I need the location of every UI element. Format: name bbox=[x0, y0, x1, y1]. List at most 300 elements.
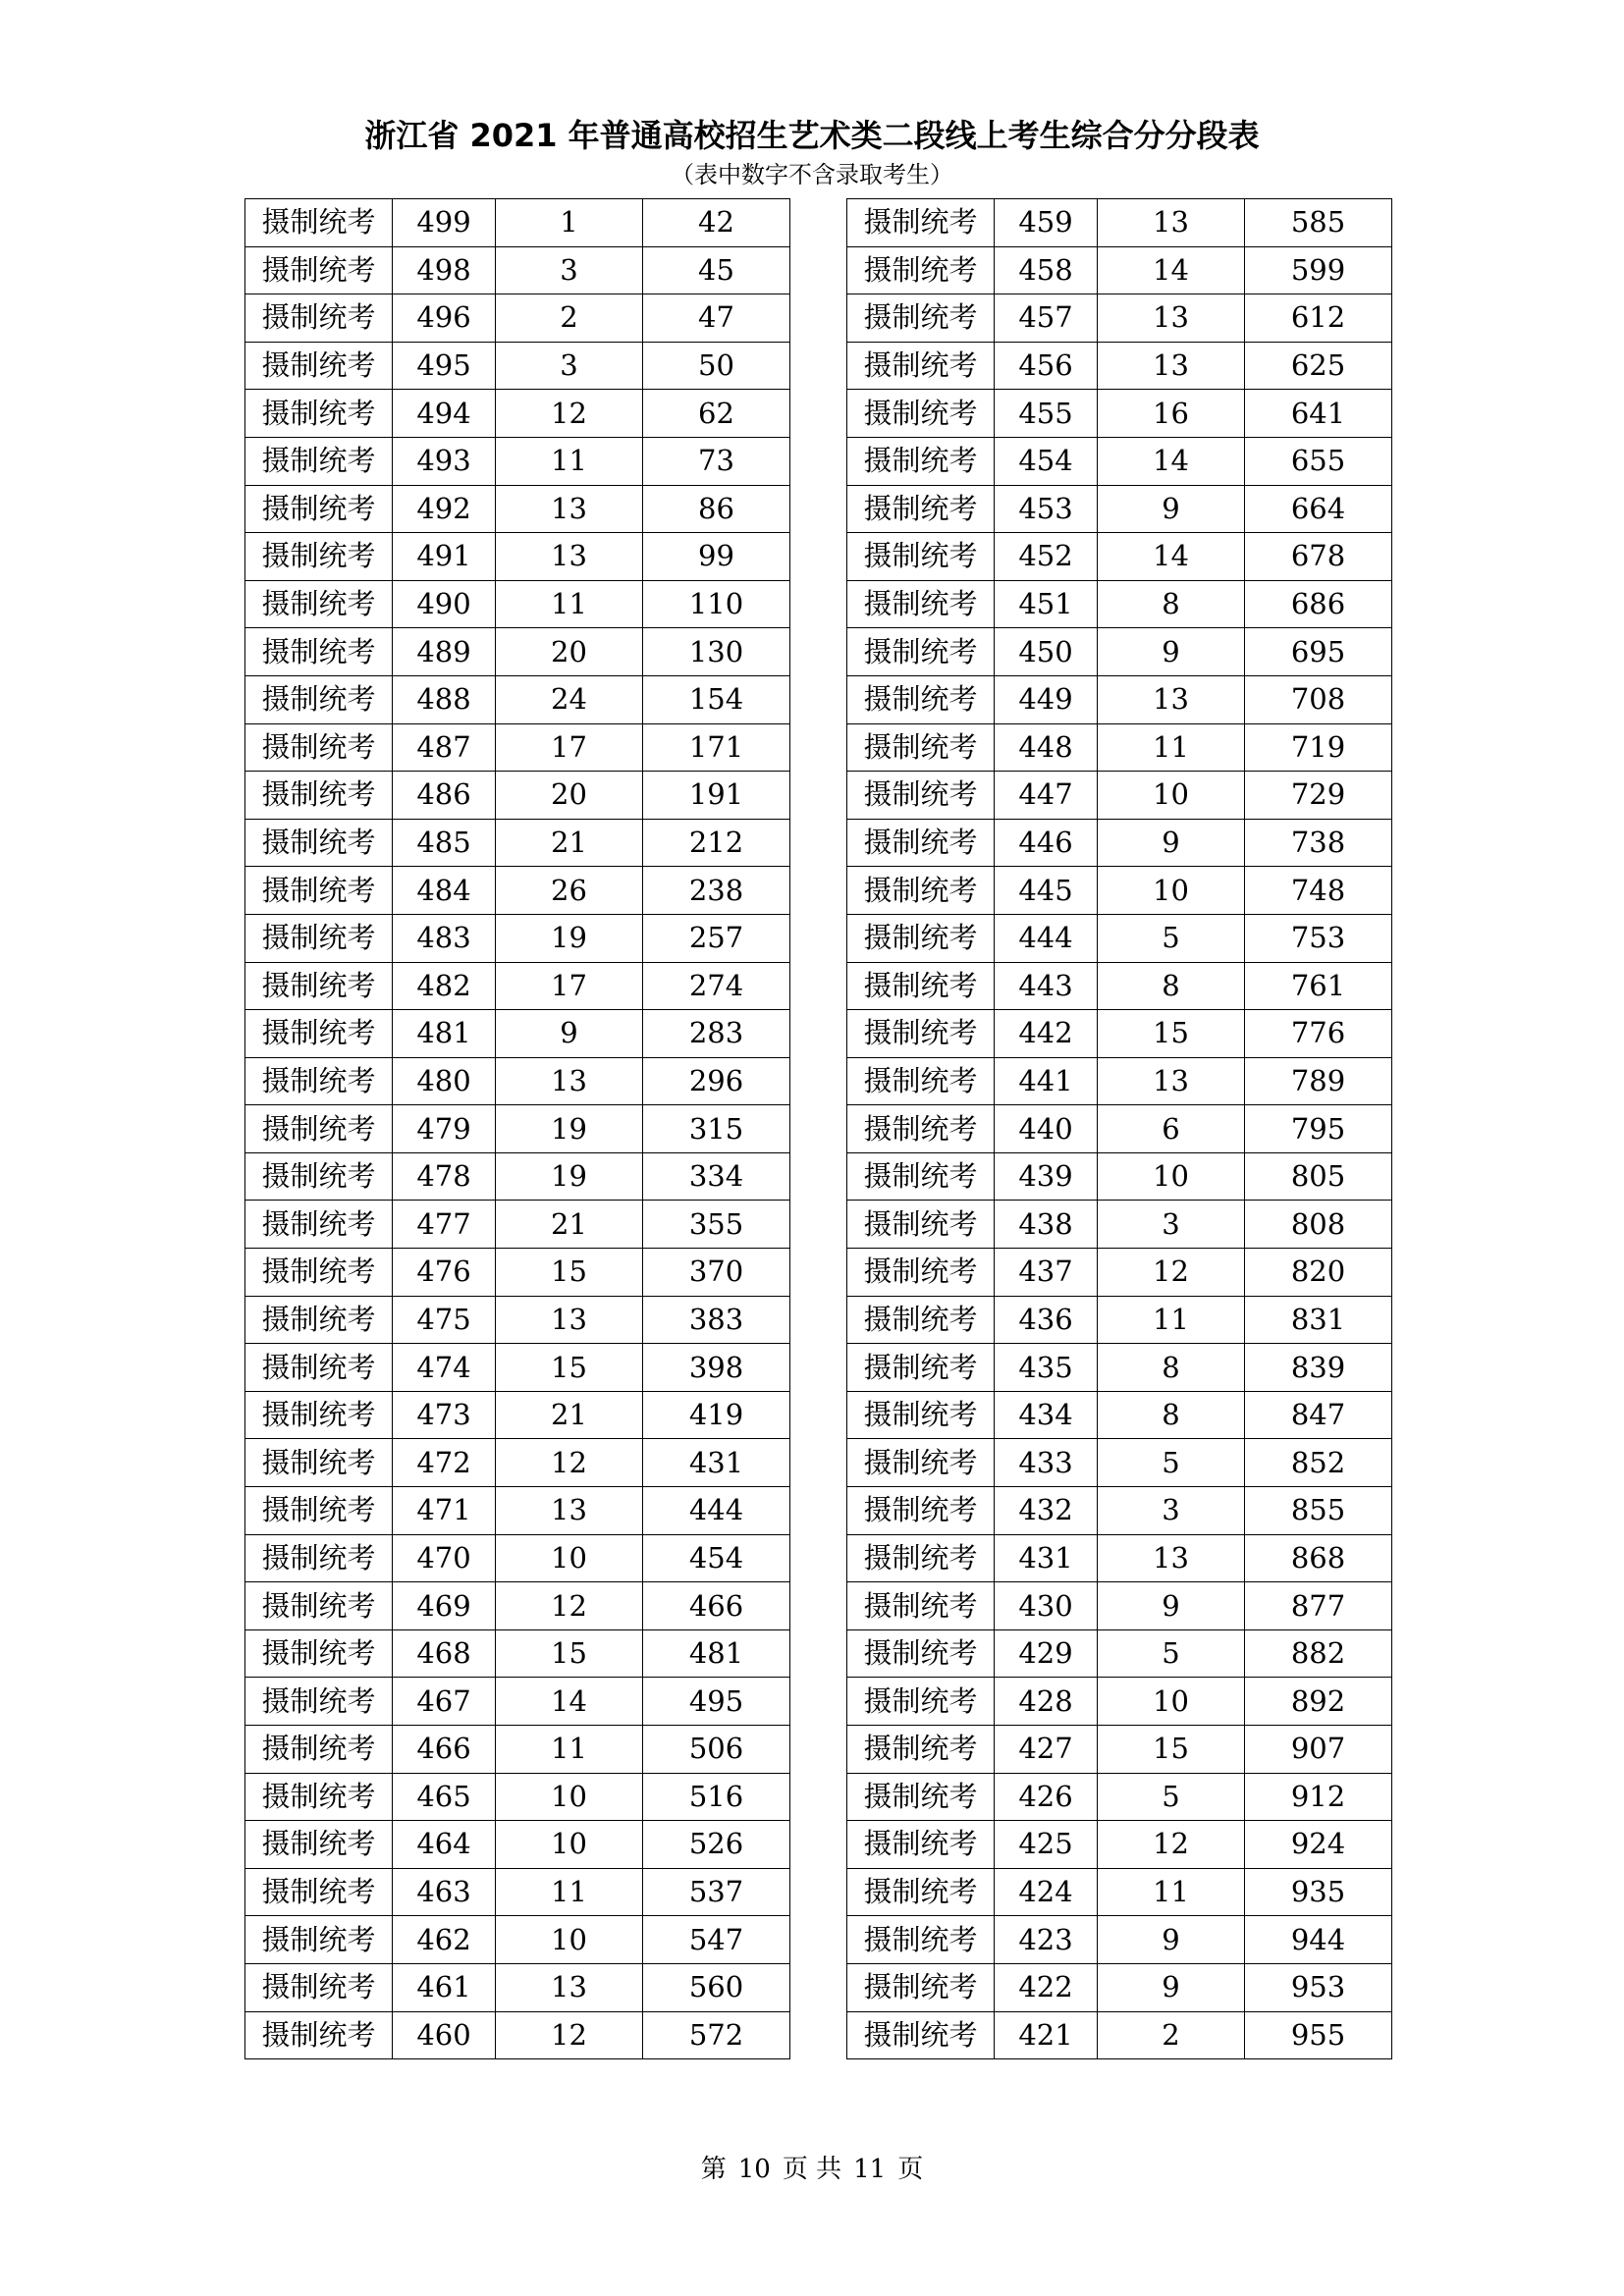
table-row bbox=[245, 580, 790, 628]
table-row bbox=[847, 199, 1392, 247]
cumulative-cell: 444 bbox=[643, 1487, 790, 1535]
table-row bbox=[847, 1534, 1392, 1582]
score-cell: 461 bbox=[393, 1963, 496, 2011]
count-cell: 13 bbox=[496, 533, 643, 581]
score-cell: 423 bbox=[995, 1916, 1098, 1964]
score-cell: 470 bbox=[393, 1534, 496, 1582]
category-cell: 摄制统考 bbox=[245, 1629, 393, 1678]
cumulative-cell: 495 bbox=[643, 1678, 790, 1726]
cumulative-cell: 761 bbox=[1245, 962, 1392, 1010]
count-cell: 10 bbox=[1098, 867, 1245, 915]
cumulative-cell: 708 bbox=[1245, 675, 1392, 723]
category-cell: 摄制统考 bbox=[245, 628, 393, 676]
table-row bbox=[245, 437, 790, 485]
count-cell: 13 bbox=[496, 485, 643, 533]
category-cell: 摄制统考 bbox=[245, 1582, 393, 1630]
category-cell: 摄制统考 bbox=[245, 1010, 393, 1058]
category-cell: 摄制统考 bbox=[847, 580, 995, 628]
category-cell: 摄制统考 bbox=[847, 1152, 995, 1201]
count-cell: 14 bbox=[1098, 246, 1245, 294]
count-cell: 5 bbox=[1098, 1629, 1245, 1678]
category-cell: 摄制统考 bbox=[245, 2011, 393, 2059]
score-cell: 474 bbox=[393, 1344, 496, 1392]
count-cell: 24 bbox=[496, 675, 643, 723]
cumulative-cell: 789 bbox=[1245, 1057, 1392, 1105]
count-cell: 5 bbox=[1098, 1439, 1245, 1487]
score-cell: 425 bbox=[995, 1821, 1098, 1869]
category-cell: 摄制统考 bbox=[847, 437, 995, 485]
category-cell: 摄制统考 bbox=[245, 580, 393, 628]
score-cell: 445 bbox=[995, 867, 1098, 915]
score-cell: 439 bbox=[995, 1152, 1098, 1201]
count-cell: 13 bbox=[1098, 199, 1245, 247]
score-cell: 481 bbox=[393, 1010, 496, 1058]
category-cell: 摄制统考 bbox=[245, 294, 393, 343]
category-cell: 摄制统考 bbox=[847, 1010, 995, 1058]
count-cell: 10 bbox=[1098, 772, 1245, 820]
cumulative-cell: 882 bbox=[1245, 1629, 1392, 1678]
count-cell: 12 bbox=[1098, 1249, 1245, 1297]
count-cell: 13 bbox=[1098, 1057, 1245, 1105]
table-row bbox=[245, 1916, 790, 1964]
score-cell: 482 bbox=[393, 962, 496, 1010]
count-cell: 16 bbox=[1098, 390, 1245, 438]
table-row bbox=[847, 772, 1392, 820]
table-row bbox=[847, 1963, 1392, 2011]
category-cell: 摄制统考 bbox=[847, 1057, 995, 1105]
table-row bbox=[245, 1296, 790, 1344]
category-cell: 摄制统考 bbox=[245, 1249, 393, 1297]
cumulative-cell: 655 bbox=[1245, 437, 1392, 485]
cumulative-cell: 110 bbox=[643, 580, 790, 628]
table-row bbox=[847, 962, 1392, 1010]
cumulative-cell: 257 bbox=[643, 914, 790, 962]
score-cell: 429 bbox=[995, 1629, 1098, 1678]
table-row bbox=[245, 1534, 790, 1582]
table-row bbox=[245, 342, 790, 390]
category-cell: 摄制统考 bbox=[847, 533, 995, 581]
cumulative-cell: 944 bbox=[1245, 1916, 1392, 1964]
count-cell: 11 bbox=[1098, 723, 1245, 772]
count-cell: 19 bbox=[496, 1152, 643, 1201]
score-cell: 440 bbox=[995, 1105, 1098, 1153]
category-cell: 摄制统考 bbox=[847, 723, 995, 772]
table-row bbox=[847, 1296, 1392, 1344]
table-row bbox=[847, 1821, 1392, 1869]
cumulative-cell: 847 bbox=[1245, 1391, 1392, 1439]
cumulative-cell: 776 bbox=[1245, 1010, 1392, 1058]
count-cell: 13 bbox=[1098, 294, 1245, 343]
score-cell: 466 bbox=[393, 1726, 496, 1774]
table-row bbox=[245, 1773, 790, 1821]
score-cell: 488 bbox=[393, 675, 496, 723]
table-row bbox=[245, 2011, 790, 2059]
cumulative-cell: 398 bbox=[643, 1344, 790, 1392]
cumulative-cell: 274 bbox=[643, 962, 790, 1010]
count-cell: 3 bbox=[496, 246, 643, 294]
count-cell: 13 bbox=[496, 1963, 643, 2011]
count-cell: 3 bbox=[496, 342, 643, 390]
count-cell: 15 bbox=[496, 1344, 643, 1392]
table-row bbox=[245, 819, 790, 867]
cumulative-cell: 820 bbox=[1245, 1249, 1392, 1297]
count-cell: 13 bbox=[496, 1057, 643, 1105]
category-cell: 摄制统考 bbox=[847, 246, 995, 294]
cumulative-cell: 454 bbox=[643, 1534, 790, 1582]
category-cell: 摄制统考 bbox=[245, 1439, 393, 1487]
cumulative-cell: 935 bbox=[1245, 1868, 1392, 1916]
score-cell: 433 bbox=[995, 1439, 1098, 1487]
score-cell: 438 bbox=[995, 1201, 1098, 1249]
cumulative-cell: 516 bbox=[643, 1773, 790, 1821]
category-cell: 摄制统考 bbox=[847, 1821, 995, 1869]
category-cell: 摄制统考 bbox=[245, 342, 393, 390]
score-cell: 444 bbox=[995, 914, 1098, 962]
cumulative-cell: 572 bbox=[643, 2011, 790, 2059]
category-cell: 摄制统考 bbox=[245, 437, 393, 485]
score-cell: 465 bbox=[393, 1773, 496, 1821]
category-cell: 摄制统考 bbox=[245, 1678, 393, 1726]
table-row bbox=[847, 1010, 1392, 1058]
count-cell: 13 bbox=[1098, 342, 1245, 390]
score-table-right bbox=[846, 198, 1392, 2059]
cumulative-cell: 73 bbox=[643, 437, 790, 485]
cumulative-cell: 481 bbox=[643, 1629, 790, 1678]
count-cell: 21 bbox=[496, 1391, 643, 1439]
count-cell: 8 bbox=[1098, 962, 1245, 1010]
category-cell: 摄制统考 bbox=[245, 1534, 393, 1582]
count-cell: 21 bbox=[496, 1201, 643, 1249]
cumulative-cell: 47 bbox=[643, 294, 790, 343]
cumulative-cell: 877 bbox=[1245, 1582, 1392, 1630]
count-cell: 21 bbox=[496, 819, 643, 867]
category-cell: 摄制统考 bbox=[245, 1868, 393, 1916]
score-cell: 430 bbox=[995, 1582, 1098, 1630]
table-row bbox=[245, 533, 790, 581]
cumulative-cell: 419 bbox=[643, 1391, 790, 1439]
table-row bbox=[847, 867, 1392, 915]
cumulative-cell: 62 bbox=[643, 390, 790, 438]
category-cell: 摄制统考 bbox=[847, 628, 995, 676]
score-cell: 451 bbox=[995, 580, 1098, 628]
category-cell: 摄制统考 bbox=[847, 1105, 995, 1153]
page-subtitle: （表中数字不含录取考生） bbox=[671, 161, 953, 188]
category-cell: 摄制统考 bbox=[847, 1868, 995, 1916]
category-cell: 摄制统考 bbox=[245, 1057, 393, 1105]
count-cell: 13 bbox=[496, 1487, 643, 1535]
score-cell: 454 bbox=[995, 437, 1098, 485]
category-cell: 摄制统考 bbox=[245, 390, 393, 438]
category-cell: 摄制统考 bbox=[847, 675, 995, 723]
table-row bbox=[245, 1963, 790, 2011]
score-cell: 443 bbox=[995, 962, 1098, 1010]
table-row bbox=[245, 723, 790, 772]
category-cell: 摄制统考 bbox=[245, 723, 393, 772]
category-cell: 摄制统考 bbox=[847, 485, 995, 533]
category-cell: 摄制统考 bbox=[847, 1963, 995, 2011]
table-row bbox=[847, 580, 1392, 628]
table-row bbox=[245, 962, 790, 1010]
count-cell: 15 bbox=[496, 1249, 643, 1297]
count-cell: 11 bbox=[496, 1868, 643, 1916]
cumulative-cell: 560 bbox=[643, 1963, 790, 2011]
table-row bbox=[245, 1249, 790, 1297]
table-row bbox=[847, 1629, 1392, 1678]
cumulative-cell: 154 bbox=[643, 675, 790, 723]
score-cell: 460 bbox=[393, 2011, 496, 2059]
count-cell: 13 bbox=[496, 1296, 643, 1344]
score-cell: 441 bbox=[995, 1057, 1098, 1105]
category-cell: 摄制统考 bbox=[847, 1534, 995, 1582]
category-cell: 摄制统考 bbox=[847, 1726, 995, 1774]
table-row bbox=[245, 1152, 790, 1201]
table-row bbox=[245, 1629, 790, 1678]
count-cell: 15 bbox=[1098, 1726, 1245, 1774]
score-cell: 469 bbox=[393, 1582, 496, 1630]
count-cell: 14 bbox=[1098, 437, 1245, 485]
table-row bbox=[245, 1010, 790, 1058]
count-cell: 20 bbox=[496, 772, 643, 820]
category-cell: 摄制统考 bbox=[245, 485, 393, 533]
cumulative-cell: 370 bbox=[643, 1249, 790, 1297]
score-cell: 458 bbox=[995, 246, 1098, 294]
cumulative-cell: 912 bbox=[1245, 1773, 1392, 1821]
count-cell: 2 bbox=[496, 294, 643, 343]
category-cell: 摄制统考 bbox=[245, 1344, 393, 1392]
category-cell: 摄制统考 bbox=[245, 1391, 393, 1439]
cumulative-cell: 695 bbox=[1245, 628, 1392, 676]
table-row bbox=[245, 1391, 790, 1439]
cumulative-cell: 753 bbox=[1245, 914, 1392, 962]
category-cell: 摄制统考 bbox=[847, 914, 995, 962]
table-row bbox=[847, 1678, 1392, 1726]
score-cell: 489 bbox=[393, 628, 496, 676]
table-row bbox=[847, 628, 1392, 676]
score-cell: 477 bbox=[393, 1201, 496, 1249]
footer-page-total: 11 bbox=[853, 2155, 887, 2184]
footer-prefix: 第 bbox=[700, 2155, 727, 2184]
score-cell: 487 bbox=[393, 723, 496, 772]
cumulative-cell: 738 bbox=[1245, 819, 1392, 867]
category-cell: 摄制统考 bbox=[847, 1344, 995, 1392]
category-cell: 摄制统考 bbox=[847, 819, 995, 867]
score-cell: 473 bbox=[393, 1391, 496, 1439]
table-row bbox=[847, 1201, 1392, 1249]
cumulative-cell: 50 bbox=[643, 342, 790, 390]
table-row bbox=[245, 485, 790, 533]
score-cell: 483 bbox=[393, 914, 496, 962]
table-row bbox=[847, 914, 1392, 962]
cumulative-cell: 599 bbox=[1245, 246, 1392, 294]
count-cell: 26 bbox=[496, 867, 643, 915]
count-cell: 12 bbox=[496, 1582, 643, 1630]
count-cell: 19 bbox=[496, 914, 643, 962]
table-row bbox=[245, 1201, 790, 1249]
cumulative-cell: 283 bbox=[643, 1010, 790, 1058]
table-row bbox=[847, 1249, 1392, 1297]
score-cell: 431 bbox=[995, 1534, 1098, 1582]
score-cell: 442 bbox=[995, 1010, 1098, 1058]
category-cell: 摄制统考 bbox=[847, 1487, 995, 1535]
cumulative-cell: 686 bbox=[1245, 580, 1392, 628]
table-row bbox=[847, 1726, 1392, 1774]
category-cell: 摄制统考 bbox=[245, 1105, 393, 1153]
table-row bbox=[245, 1821, 790, 1869]
cumulative-cell: 537 bbox=[643, 1868, 790, 1916]
score-cell: 422 bbox=[995, 1963, 1098, 2011]
score-cell: 485 bbox=[393, 819, 496, 867]
footer-suffix: 页 bbox=[897, 2155, 924, 2184]
category-cell: 摄制统考 bbox=[847, 1773, 995, 1821]
footer-mid: 页 共 bbox=[782, 2155, 842, 2184]
table-row bbox=[847, 1868, 1392, 1916]
score-table-left bbox=[244, 198, 790, 2059]
table-row bbox=[245, 390, 790, 438]
count-cell: 13 bbox=[1098, 1534, 1245, 1582]
count-cell: 17 bbox=[496, 962, 643, 1010]
cumulative-cell: 831 bbox=[1245, 1296, 1392, 1344]
score-cell: 427 bbox=[995, 1726, 1098, 1774]
score-cell: 484 bbox=[393, 867, 496, 915]
table-row bbox=[245, 867, 790, 915]
count-cell: 8 bbox=[1098, 1344, 1245, 1392]
cumulative-cell: 383 bbox=[643, 1296, 790, 1344]
count-cell: 10 bbox=[496, 1916, 643, 1964]
count-cell: 12 bbox=[496, 390, 643, 438]
count-cell: 14 bbox=[1098, 533, 1245, 581]
table-row bbox=[847, 1057, 1392, 1105]
table-row bbox=[847, 2011, 1392, 2059]
score-cell: 499 bbox=[393, 199, 496, 247]
category-cell: 摄制统考 bbox=[245, 1916, 393, 1964]
cumulative-cell: 625 bbox=[1245, 342, 1392, 390]
footer-page-current: 10 bbox=[737, 2155, 771, 2184]
category-cell: 摄制统考 bbox=[847, 199, 995, 247]
table-row bbox=[847, 437, 1392, 485]
cumulative-cell: 526 bbox=[643, 1821, 790, 1869]
table-row bbox=[847, 1105, 1392, 1153]
cumulative-cell: 99 bbox=[643, 533, 790, 581]
cumulative-cell: 466 bbox=[643, 1582, 790, 1630]
score-cell: 434 bbox=[995, 1391, 1098, 1439]
cumulative-cell: 805 bbox=[1245, 1152, 1392, 1201]
score-cell: 435 bbox=[995, 1344, 1098, 1392]
score-cell: 495 bbox=[393, 342, 496, 390]
count-cell: 9 bbox=[1098, 1582, 1245, 1630]
count-cell: 9 bbox=[1098, 1916, 1245, 1964]
cumulative-cell: 612 bbox=[1245, 294, 1392, 343]
score-cell: 480 bbox=[393, 1057, 496, 1105]
score-cell: 475 bbox=[393, 1296, 496, 1344]
table-row bbox=[847, 723, 1392, 772]
count-cell: 11 bbox=[496, 1726, 643, 1774]
cumulative-cell: 729 bbox=[1245, 772, 1392, 820]
score-cell: 437 bbox=[995, 1249, 1098, 1297]
table-row bbox=[847, 1152, 1392, 1201]
cumulative-cell: 953 bbox=[1245, 1963, 1392, 2011]
cumulative-cell: 678 bbox=[1245, 533, 1392, 581]
category-cell: 摄制统考 bbox=[847, 1916, 995, 1964]
cumulative-cell: 924 bbox=[1245, 1821, 1392, 1869]
cumulative-cell: 431 bbox=[643, 1439, 790, 1487]
score-cell: 463 bbox=[393, 1868, 496, 1916]
score-cell: 459 bbox=[995, 199, 1098, 247]
category-cell: 摄制统考 bbox=[847, 1391, 995, 1439]
count-cell: 11 bbox=[496, 437, 643, 485]
count-cell: 9 bbox=[496, 1010, 643, 1058]
table-row bbox=[245, 1726, 790, 1774]
count-cell: 12 bbox=[1098, 1821, 1245, 1869]
cumulative-cell: 130 bbox=[643, 628, 790, 676]
table-row bbox=[847, 390, 1392, 438]
cumulative-cell: 334 bbox=[643, 1152, 790, 1201]
table-row bbox=[847, 1439, 1392, 1487]
category-cell: 摄制统考 bbox=[847, 1629, 995, 1678]
count-cell: 2 bbox=[1098, 2011, 1245, 2059]
category-cell: 摄制统考 bbox=[847, 1582, 995, 1630]
score-cell: 447 bbox=[995, 772, 1098, 820]
table-row bbox=[847, 294, 1392, 343]
table-row bbox=[245, 1582, 790, 1630]
cumulative-cell: 855 bbox=[1245, 1487, 1392, 1535]
category-cell: 摄制统考 bbox=[847, 867, 995, 915]
cumulative-cell: 719 bbox=[1245, 723, 1392, 772]
score-cell: 491 bbox=[393, 533, 496, 581]
score-cell: 493 bbox=[393, 437, 496, 485]
score-cell: 494 bbox=[393, 390, 496, 438]
category-cell: 摄制统考 bbox=[245, 962, 393, 1010]
table-row bbox=[245, 1868, 790, 1916]
count-cell: 8 bbox=[1098, 1391, 1245, 1439]
category-cell: 摄制统考 bbox=[245, 867, 393, 915]
table-row bbox=[245, 199, 790, 247]
table-row bbox=[847, 675, 1392, 723]
category-cell: 摄制统考 bbox=[245, 1726, 393, 1774]
score-cell: 432 bbox=[995, 1487, 1098, 1535]
score-cell: 457 bbox=[995, 294, 1098, 343]
cumulative-cell: 868 bbox=[1245, 1534, 1392, 1582]
score-cell: 424 bbox=[995, 1868, 1098, 1916]
category-cell: 摄制统考 bbox=[847, 390, 995, 438]
cumulative-cell: 664 bbox=[1245, 485, 1392, 533]
cumulative-cell: 748 bbox=[1245, 867, 1392, 915]
cumulative-cell: 852 bbox=[1245, 1439, 1392, 1487]
table-row bbox=[847, 1773, 1392, 1821]
count-cell: 9 bbox=[1098, 485, 1245, 533]
count-cell: 11 bbox=[1098, 1296, 1245, 1344]
table-row bbox=[847, 485, 1392, 533]
table-row bbox=[847, 1582, 1392, 1630]
category-cell: 摄制统考 bbox=[847, 1678, 995, 1726]
table-row bbox=[847, 533, 1392, 581]
score-cell: 448 bbox=[995, 723, 1098, 772]
count-cell: 9 bbox=[1098, 819, 1245, 867]
table-row bbox=[847, 246, 1392, 294]
table-row bbox=[245, 1487, 790, 1535]
count-cell: 1 bbox=[496, 199, 643, 247]
score-cell: 468 bbox=[393, 1629, 496, 1678]
count-cell: 11 bbox=[1098, 1868, 1245, 1916]
score-cell: 453 bbox=[995, 485, 1098, 533]
cumulative-cell: 315 bbox=[643, 1105, 790, 1153]
score-cell: 478 bbox=[393, 1152, 496, 1201]
category-cell: 摄制统考 bbox=[847, 342, 995, 390]
score-cell: 436 bbox=[995, 1296, 1098, 1344]
table-row bbox=[847, 1391, 1392, 1439]
table-row bbox=[245, 675, 790, 723]
score-cell: 462 bbox=[393, 1916, 496, 1964]
category-cell: 摄制统考 bbox=[847, 772, 995, 820]
